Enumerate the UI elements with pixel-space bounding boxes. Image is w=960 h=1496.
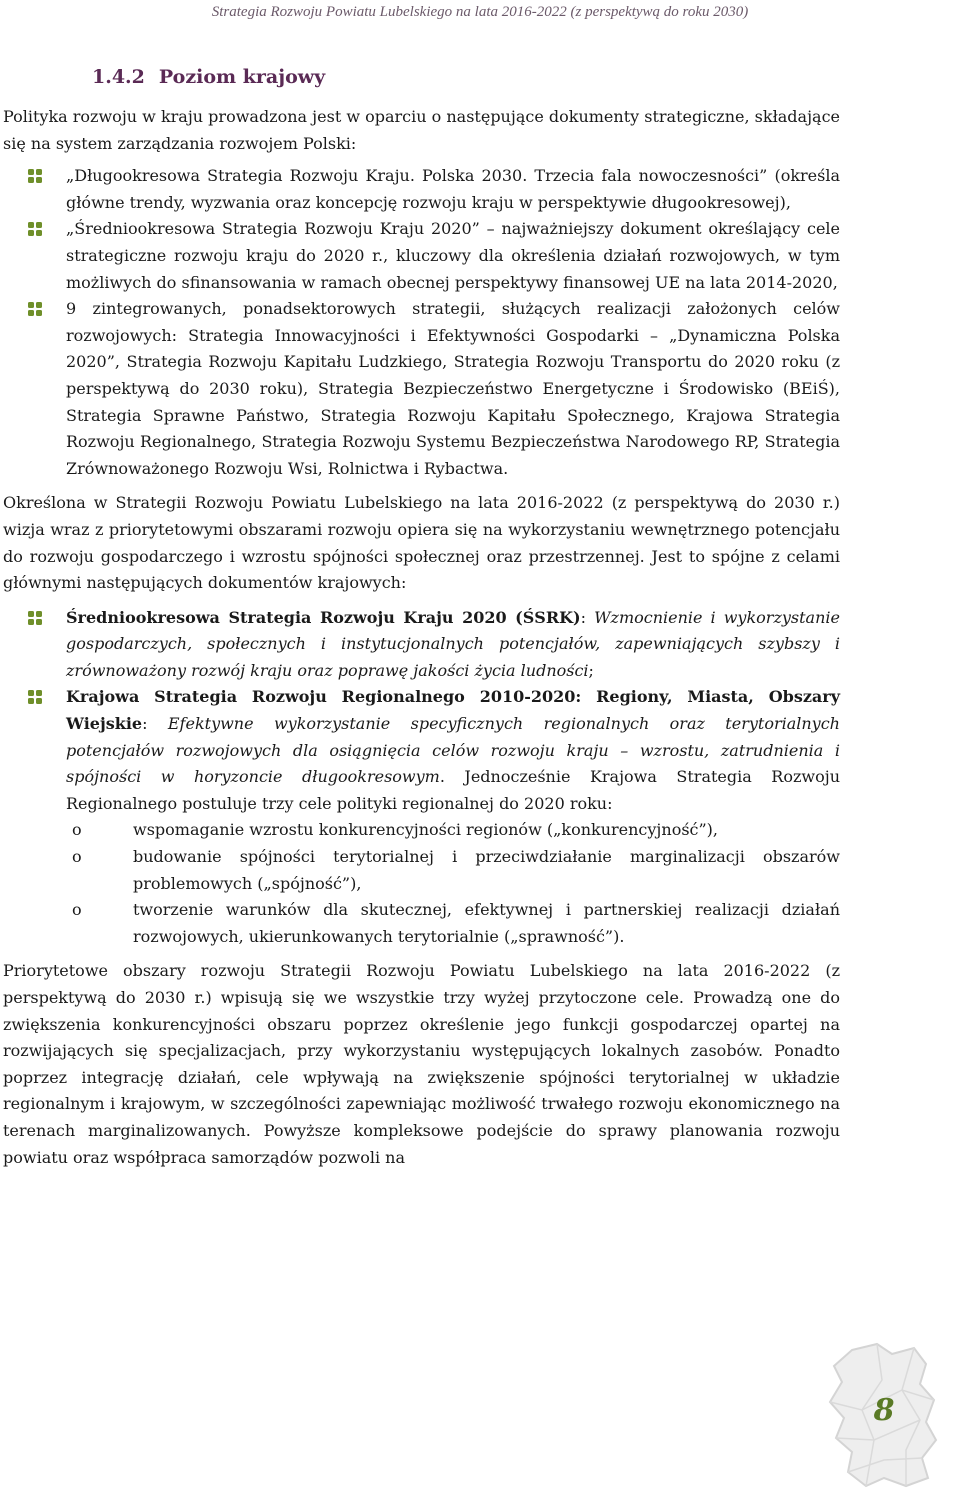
section-number: 1.4.2 [92, 66, 145, 88]
document-body [3, 104, 840, 1171]
list-item [3, 216, 840, 296]
bullet-icon [27, 301, 43, 317]
page-number: 8 [873, 1393, 895, 1428]
sub-bullet-marker: o [72, 900, 82, 920]
srk-name: Średniookresowa Strategia Rozwoju Kraju 2020 (ŚSRK) [66, 607, 581, 627]
document-text: 9 zintegrowanych, ponadsektorowych strategii, służących realizacji założonych celów rozwojowych: Strategia Innowacyjności i Efektywności Gospodarki – „Dynamiczna Polska 2020”, Strategia Rozwoju Kapitału Ludzkiego, Strategia Rozwoju Transportu do 2020 roku (z perspektywą do 2030 roku), Strategia Bezpieczeństwo Energetyczne i Środowisko (BEiŚ), Strategia Sprawne Państwo, Strategia Rozwoju Kapitału Społecznego, Krajowa Strategia Rozwoju Regionalnego, Strategia Rozwoju Systemu Bezpieczeństwa Narodowego RP, Strategia Zrównoważonego Rozwoju Wsi, Rolnictwa i Rybactwa. [66, 299, 840, 478]
sub-bullet-marker: o [72, 847, 82, 867]
srk-end: ; [588, 660, 594, 680]
vision-paragraph: Określona w Strategii Rozwoju Powiatu Lubelskiego na lata 2016-2022 (z perspektywą do 2030 r.) wizja wraz z priorytetowymi obszarami rozwoju opiera się na wykorzystaniu wewnętrznego potencjału do rozwoju gospodarczego i wzrostu spójności społecznej oraz przestrzennej. Jest to spójne z celami głównymi następujących dokumentów krajowych: [3, 493, 840, 593]
national-documents-list [3, 605, 840, 951]
sub-list-item [66, 844, 840, 897]
ksrr-separator: : [142, 714, 168, 734]
srk-goal: Wzmocnienie i wykorzystanie gospodarczych, społecznych i instytucjonalnych potencjałów, zapewniających szybszy i zrównoważony rozwój kraju oraz poprawę jakości życia ludności [66, 607, 840, 680]
list-item [3, 296, 840, 482]
strategic-documents-list [3, 163, 840, 482]
document-text: „Średniookresowa Strategia Rozwoju Kraju 2020” – najważniejszy dokument określający cele strategiczne rozwoju kraju do 2020 r., kluczowy dla określenia działań rozwojowych, w tym możliwych do sfinansowania w ramach obecnej perspektywy finansowej UE na lata 2014-2020, [66, 219, 840, 292]
sub-list-item [66, 817, 840, 844]
goal-text: wspomaganie wzrostu konkurencyjności regionów („konkurencyjność”), [133, 820, 719, 840]
section-heading [92, 66, 325, 88]
regional-goals-list [66, 817, 840, 950]
intro-paragraph: Polityka rozwoju w kraju prowadzona jest w oparciu o następujące dokumenty strategiczne, składające się na system zarządzania rozwojem Polski: [3, 107, 841, 153]
priorities-paragraph: Priorytetowe obszary rozwoju Strategii Rozwoju Powiatu Lubelskiego na lata 2016-2022 (z perspektywą do 2030 r.) wpisują się we wszystkie trzy wyżej przytoczone cele. Prowadzą one do zwiększenia konkurencyjności obszaru poprzez określenie jego funkcji gospodarczej opartej na rozwijających się specjalizacjach, przy wykorzystaniu występujących lokalnych zasobów. Ponadto poprzez integrację działań, cele wpływają na zwiększenie spójności terytorialnej w układzie regionalnym i krajowym, w szczególności zapewniając możliwość trwałego rozwoju ekonomicznego na terenach marginalizowanych. Powyższe kompleksowe podejście do sprawy planowania rozwoju powiatu oraz współpraca samorządów pozwoli na [3, 961, 840, 1167]
bullet-icon [27, 689, 43, 705]
ksrr-text: . Jednocześnie Krajowa Strategia Rozwoju Regionalnego postuluje trzy cele polityki regionalnej do 2020 roku: [66, 767, 840, 813]
sub-bullet-marker: o [72, 820, 82, 840]
ksrr-goal: Efektywne wykorzystanie specyficznych regionalnych oraz terytorialnych potencjałów rozwojowych dla osiągnięcia celów rozwoju kraju – wzrostu, zatrudnienia i spójności w horyzoncie długookresowym [66, 714, 840, 787]
section-title: Poziom krajowy [158, 66, 326, 88]
ksrr-name: Krajowa Strategia Rozwoju Regionalnego 2010-2020: Regiony, Miasta, Obszary Wiejskie [66, 687, 840, 734]
sub-list-item [66, 897, 840, 950]
list-item [3, 684, 840, 950]
document-text: „Długookresowa Strategia Rozwoju Kraju. Polska 2030. Trzecia fala nowoczesności” (określa główne trendy, wyzwania oraz koncepcję rozwoju kraju w perspektywie długookresowej), [66, 166, 840, 212]
bullet-icon [27, 610, 43, 626]
running-header: Strategia Rozwoju Powiatu Lubelskiego na lata 2016-2022 (z perspektywą do roku 2030) [211, 4, 749, 20]
goal-text: tworzenie warunków dla skutecznej, efektywnej i partnerskiej realizacji działań rozwojowych, ukierunkowanych terytorialnie („sprawność”). [133, 900, 840, 946]
list-item [3, 163, 840, 216]
goal-text: budowanie spójności terytorialnej i przeciwdziałanie marginalizacji obszarów problemowych („spójność”), [133, 847, 840, 893]
srk-separator: : [580, 607, 595, 627]
bullet-icon [27, 168, 43, 184]
bullet-icon [27, 221, 43, 237]
list-item [3, 605, 840, 685]
